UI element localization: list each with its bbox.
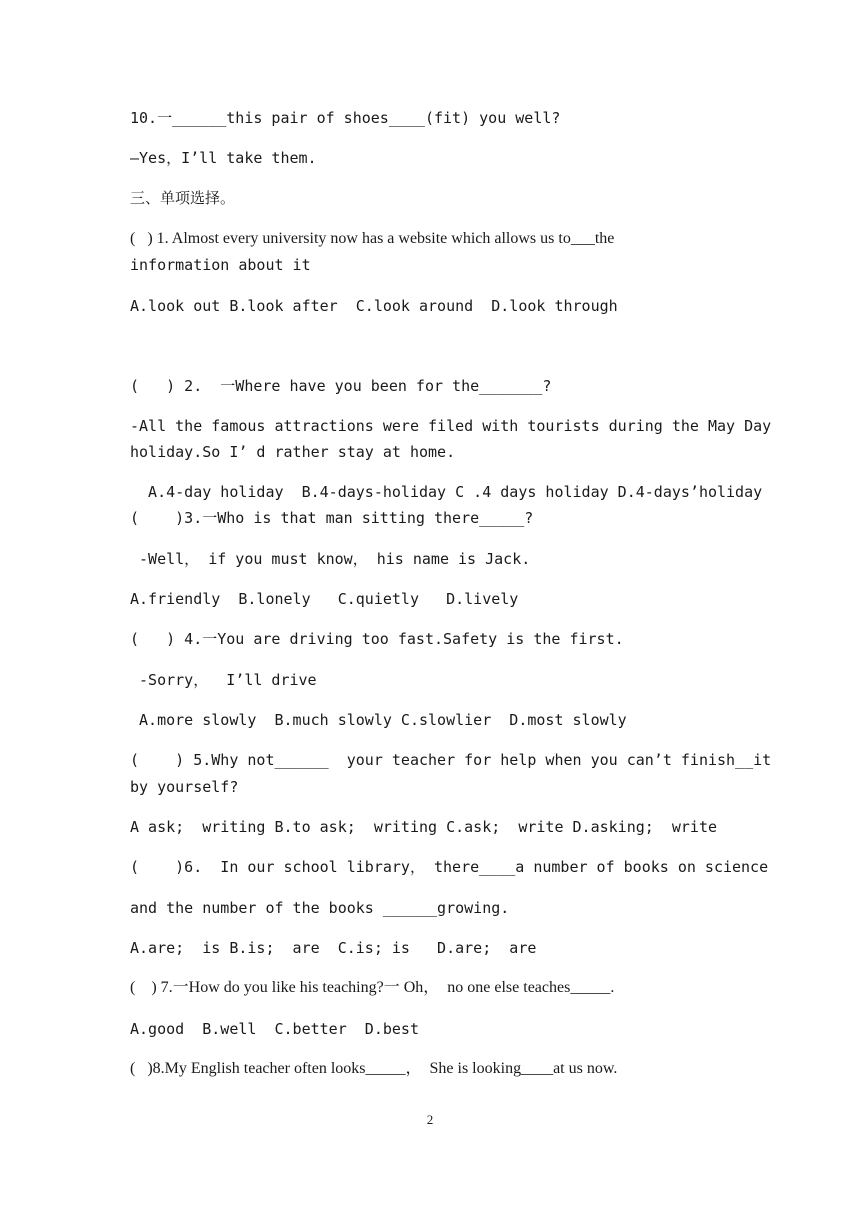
question-1-line: ( ) 1. Almost every university now has a website which allows us to___the <box>130 230 615 247</box>
question-6-continued: and the number of the books ______growing. <box>130 899 510 917</box>
question-2-dialogue: -All the famous attractions were filed with tourists during the May Day <box>130 417 772 435</box>
question-10-line: 10.一______this pair of shoes____(fit) you well? <box>130 109 561 127</box>
question-4-line: ( ) 4.一You are driving too fast.Safety is the first. <box>130 630 624 648</box>
question-4-options: A.more slowly B.much slowly C.slowlier D.most slowly <box>130 711 627 729</box>
question-7-line: ( ) 7.一How do you like his teaching?一 Oh， no one else teaches_____. <box>130 979 615 996</box>
question-1-continued: information about it <box>130 256 311 274</box>
question-5-options: A ask; writing B.to ask; writing C.ask; write D.asking; write <box>130 818 717 836</box>
question-2-dialogue-continued: holiday.So I’ d rather stay at home. <box>130 443 456 461</box>
question-3-dialogue: -Well， if you must know， his name is Jack. <box>130 550 531 568</box>
answer-line: —Yes，I’ll take them. <box>130 149 317 167</box>
question-5-line: ( ) 5.Why not______ your teacher for help when you can’t finish__it <box>130 751 772 769</box>
question-6-options: A.are; is B.is; are C.is; is D.are; are <box>130 939 537 957</box>
page-number: 2 <box>426 1112 434 1127</box>
question-2-line: ( ) 2. 一Where have you been for the_______? <box>130 377 552 395</box>
question-7-options: A.good B.well C.better D.best <box>130 1020 419 1038</box>
question-4-dialogue: -Sorry， I’ll drive <box>130 671 317 689</box>
question-3-line: ( )3.一Who is that man sitting there_____? <box>130 509 534 527</box>
question-2-options: A.4-day holiday B.4-days-holiday C .4 days holiday D.4-days’holiday <box>130 483 763 501</box>
question-1-options: A.look out B.look after C.look around D.look through <box>130 297 618 315</box>
question-8-line: ( )8.My English teacher often looks_____， She is looking____at us now. <box>130 1060 618 1077</box>
question-6-line: ( )6. In our school library， there____a number of books on science <box>130 858 769 876</box>
section-heading: 三、单项选择。 <box>130 189 236 207</box>
question-5-continued: by yourself? <box>130 778 239 796</box>
question-3-options: A.friendly B.lonely C.quietly D.lively <box>130 590 519 608</box>
